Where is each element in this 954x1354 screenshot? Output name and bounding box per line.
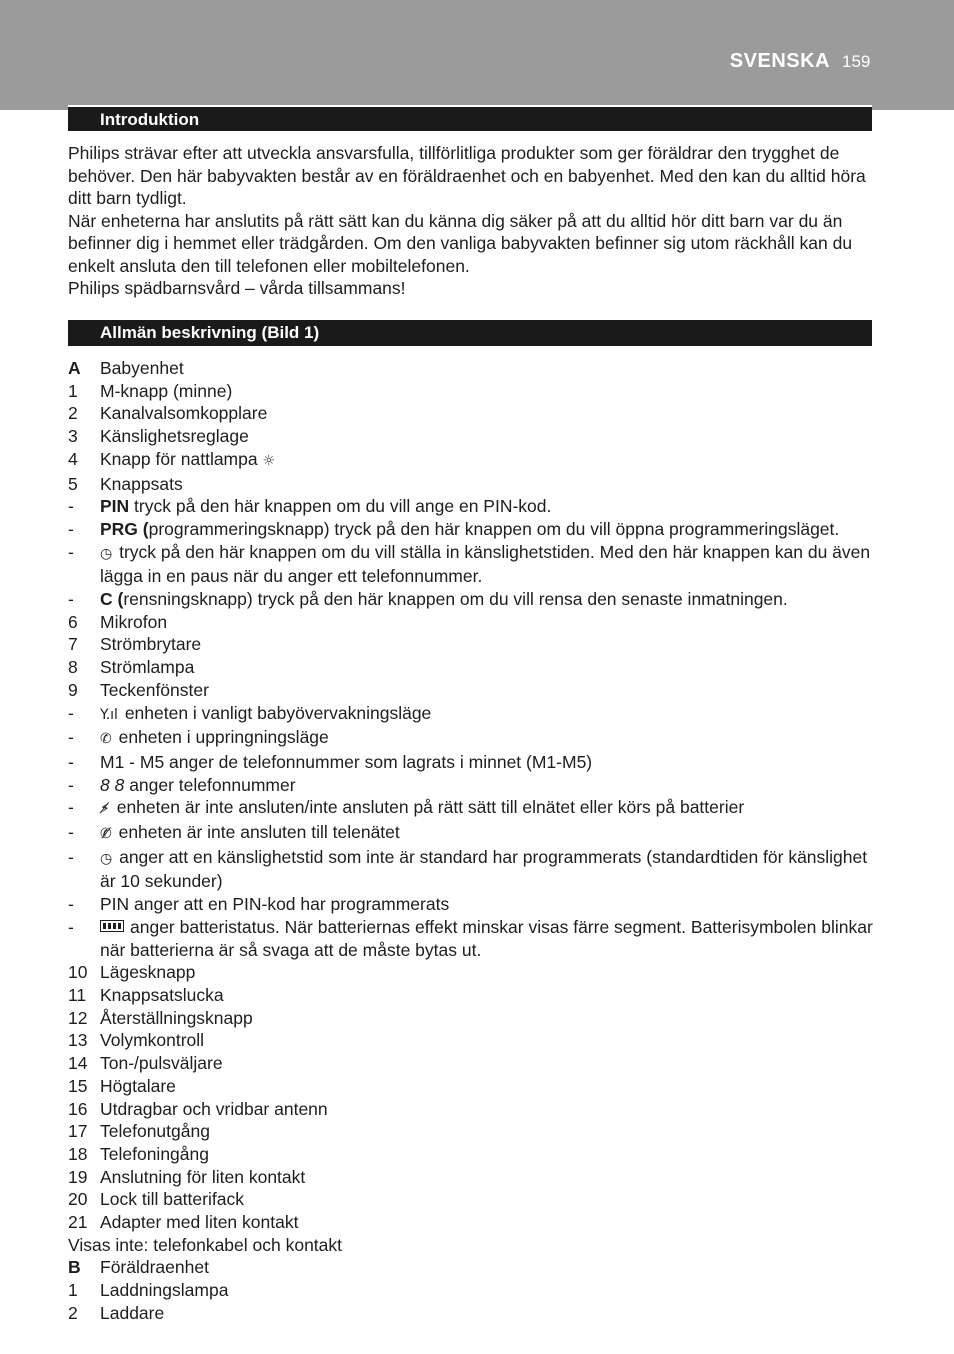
list-item (68, 1143, 878, 1166)
list-number: 6 (68, 611, 78, 632)
list-item (68, 916, 878, 961)
section-title: Allmän beskrivning (Bild 1) (100, 323, 320, 342)
list-number: 5 (68, 473, 78, 494)
intro-paragraph: Philips strävar efter att utveckla ansvarsfulla, tillförlitliga produkter som ger föräldrar den trygghet de behöver. Den här babyvakten består av en föräldraenhet och en babyenhet. Med den kan du alltid höra ditt barn tydligt. (68, 143, 866, 208)
list-dash: - (68, 774, 74, 795)
list-dash: - (68, 894, 74, 915)
language-title: SVENSKA (729, 50, 830, 72)
list-item (68, 1256, 878, 1279)
list-text: Adapter med liten kontakt (100, 1212, 299, 1233)
list-text: enheten är inte ansluten till telenätet (113, 822, 400, 843)
list-number: 16 (68, 1098, 88, 1119)
list-text: anger de telefonnummer som lagrats i minnet (M1-M5) (164, 751, 593, 772)
list-number: 1 (68, 380, 78, 401)
no-phone-line-icon: ✆̸ (100, 826, 112, 843)
timer-icon: ◷ (100, 545, 113, 562)
list-marker: B (68, 1257, 81, 1278)
list-text: Anslutning för liten kontakt (100, 1166, 306, 1187)
list-text: Strömbrytare (100, 634, 202, 655)
list-text: anger att en PIN-kod har programmerats (129, 894, 450, 915)
key-label: PRG ( (100, 518, 149, 539)
page-number: 159 (842, 52, 871, 71)
list-item (68, 518, 878, 541)
intro-paragraph: Philips spädbarnsvård – vårda tillsammans! (68, 278, 406, 298)
no-power-icon: ⚡̸ (100, 801, 110, 818)
night-light-icon: ☼ (262, 452, 276, 469)
list-text: Laddningslampa (100, 1280, 229, 1301)
list-number: 4 (68, 448, 78, 469)
section-heading-general-description (68, 320, 872, 346)
list-text: Högtalare (100, 1075, 176, 1096)
list-item (68, 796, 878, 821)
list-text: Ton-/pulsväljare (100, 1053, 223, 1074)
list-item (68, 893, 878, 916)
list-number: 18 (68, 1143, 88, 1164)
list-item (68, 961, 878, 984)
list-number: 2 (68, 1302, 78, 1323)
list-text: programmeringsknapp) tryck på den här knappen om du vill öppna programmeringsläget. (148, 518, 840, 539)
list-text: Strömlampa (100, 657, 195, 678)
list-dash: - (68, 916, 74, 937)
list-item (68, 1007, 878, 1030)
intro-text (68, 142, 878, 300)
list-item (68, 473, 878, 496)
parts-list (68, 357, 878, 1325)
list-item (68, 541, 878, 588)
list-text: enheten är inte ansluten/inte ansluten på rätt sätt till elnätet eller körs på batterier (111, 797, 745, 818)
handset-icon: ✆ (100, 731, 112, 748)
list-dash: - (68, 702, 74, 723)
section-title: Introduktion (100, 110, 200, 129)
pin-display-label: PIN (100, 894, 130, 915)
list-number: 9 (68, 679, 78, 700)
list-text: Volymkontroll (100, 1030, 205, 1051)
list-text: Känslighetsreglage (100, 426, 249, 447)
list-item (68, 702, 878, 727)
list-text: Teckenfönster (100, 679, 209, 700)
list-item (68, 1029, 878, 1052)
list-item (68, 846, 878, 893)
list-number: 1 (68, 1280, 78, 1301)
list-item (68, 1120, 878, 1143)
not-shown-note: Visas inte: telefonkabel och kontakt (68, 1234, 343, 1255)
list-text: Telefonutgång (100, 1121, 210, 1142)
list-number: 19 (68, 1166, 88, 1187)
list-number: 21 (68, 1212, 88, 1233)
section-heading-introduction (68, 105, 872, 131)
list-item (68, 1188, 878, 1211)
list-text: anger batteristatus. När batteriernas effekt minskar visas färre segment. Batterisymbolen blinkar när batterierna är så svaga att de måste bytas ut. (100, 916, 873, 960)
list-text: Mikrofon (100, 611, 168, 632)
list-number: 12 (68, 1007, 88, 1028)
list-dash: - (68, 541, 74, 562)
list-marker: A (68, 358, 81, 378)
key-label: C ( (100, 589, 124, 610)
list-item (68, 380, 878, 403)
list-text: rensningsknapp) tryck på den här knappen om du vill rensa den senaste inmatningen. (123, 589, 788, 610)
list-dash: - (68, 589, 74, 610)
list-item (68, 448, 878, 473)
list-item (68, 588, 878, 611)
header-bar (0, 0, 954, 110)
list-text: Återställningsknapp (100, 1007, 253, 1028)
list-text: Babyenhet (100, 358, 184, 378)
battery-icon (100, 920, 124, 932)
list-item (68, 425, 878, 448)
list-text: Laddare (100, 1302, 165, 1323)
list-text: M-knapp (minne) (100, 380, 233, 401)
list-item (68, 1279, 878, 1302)
list-text: Telefoningång (100, 1143, 209, 1164)
list-text: tryck på den här knappen om du vill ställa in känslighetstiden. Med den här knappen kan du även lägga in en paus när du anger ett telefonnummer. (100, 541, 871, 587)
list-dash: - (68, 751, 74, 772)
list-text: Lägesknapp (100, 962, 196, 983)
list-number: 7 (68, 634, 78, 655)
list-number: 2 (68, 403, 78, 424)
list-item (68, 751, 878, 774)
list-text: Knappsatslucka (100, 984, 224, 1005)
list-dash: - (68, 727, 74, 748)
list-item (68, 726, 878, 751)
list-number: 10 (68, 962, 88, 983)
list-number: 15 (68, 1075, 88, 1096)
list-item (68, 1075, 878, 1098)
list-text: Lock till batterifack (100, 1189, 244, 1210)
list-note (68, 1234, 878, 1257)
list-number: 11 (68, 984, 87, 1005)
list-text: Knapp för nattlampa (100, 448, 258, 469)
list-number: 3 (68, 426, 78, 447)
list-number: 17 (68, 1121, 88, 1142)
key-label: PIN (100, 496, 130, 517)
list-number: 8 (68, 657, 78, 678)
intro-paragraph: När enheterna har anslutits på rätt sätt kan du känna dig säker på att du alltid hör ditt barn var du än befinner dig i hemmet eller trädgården. Om den vanliga babyvakten befinner sig utom räckhåll kan du enkelt ansluta den till telefonen eller mobiltelefonen. (68, 210, 853, 276)
list-item (68, 1211, 878, 1234)
list-item (68, 984, 878, 1007)
digit-display-label: 8 8 (100, 774, 125, 795)
list-item (68, 1166, 878, 1189)
list-text: Knappsats (100, 473, 183, 494)
list-dash: - (68, 846, 74, 867)
list-number: 13 (68, 1030, 88, 1051)
list-item (68, 357, 878, 380)
list-item (68, 656, 878, 679)
list-item (68, 774, 878, 797)
list-text: Utdragbar och vridbar antenn (100, 1098, 328, 1119)
list-text: tryck på den här knappen om du vill ange en PIN-kod. (129, 496, 552, 517)
list-dash: - (68, 518, 74, 539)
list-dash: - (68, 496, 74, 517)
list-item (68, 495, 878, 518)
memory-display-label: M1 - M5 (100, 751, 165, 772)
list-text: anger att en känslighetstid som inte är standard har programmerats (standardtiden för känslighet är 10 sekunder) (100, 846, 868, 892)
list-dash: - (68, 797, 74, 818)
list-item (68, 1302, 878, 1325)
list-text: anger telefonnummer (124, 774, 296, 795)
list-number: 20 (68, 1189, 88, 1210)
list-item (68, 679, 878, 702)
list-item (68, 402, 878, 425)
list-text: enheten i vanligt babyövervakningsläge (119, 702, 432, 723)
list-item (68, 1098, 878, 1121)
list-dash: - (68, 822, 74, 843)
list-text: enheten i uppringningsläge (113, 727, 329, 748)
list-number: 14 (68, 1053, 88, 1074)
list-text: Kanalvalsomkopplare (100, 403, 268, 424)
list-item (68, 821, 878, 846)
timer-icon: ◷ (100, 850, 113, 867)
list-text: Föräldraenhet (100, 1257, 209, 1278)
list-item (68, 1052, 878, 1075)
list-item (68, 611, 878, 634)
list-item (68, 633, 878, 656)
antenna-signal-icon: Y.ıl (100, 706, 118, 723)
